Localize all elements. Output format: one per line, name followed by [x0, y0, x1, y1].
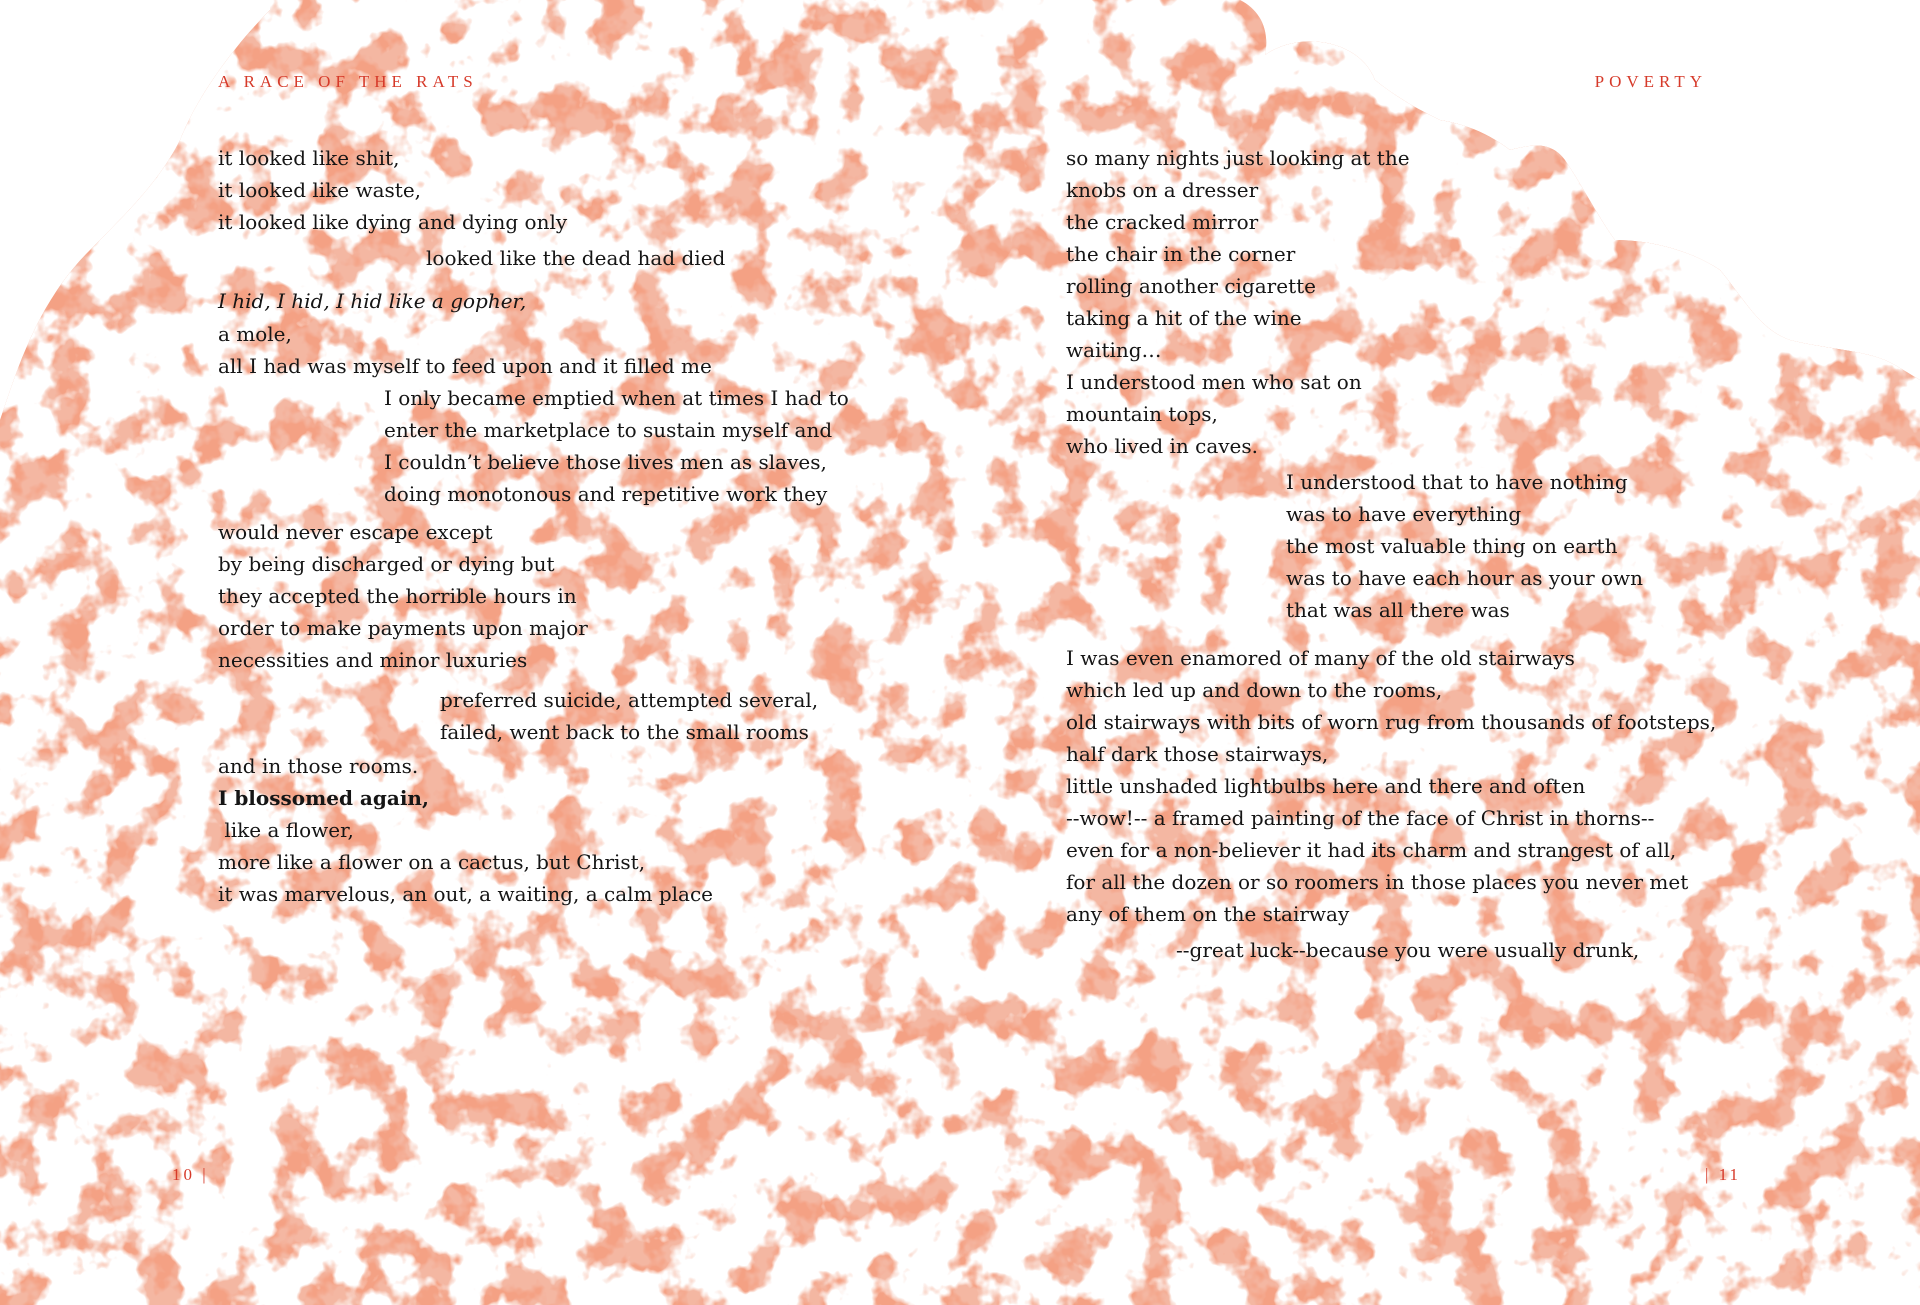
- poem-line: failed, went back to the small rooms: [440, 720, 809, 744]
- poem-line: the most valuable thing on earth: [1286, 534, 1618, 558]
- poem-line: so many nights just looking at the: [1066, 146, 1410, 170]
- poem-line: like a flower,: [218, 818, 354, 842]
- poem-line: it was marvelous, an out, a waiting, a calm place: [218, 882, 714, 906]
- poem-line: who lived in caves.: [1066, 434, 1259, 458]
- poem-line: was to have each hour as your own: [1286, 566, 1644, 590]
- poem-line: half dark those stairways,: [1066, 742, 1329, 766]
- poem-line: and in those rooms.: [218, 754, 419, 778]
- poem-line: I only became emptied when at times I had to: [384, 386, 849, 410]
- running-head-poem-title: POVERTY: [1594, 72, 1707, 91]
- poem-line: the chair in the corner: [1066, 242, 1296, 266]
- poem-line: waiting…: [1066, 338, 1162, 362]
- poem-line-italic: I hid, I hid, I hid like a gopher,: [218, 289, 527, 313]
- poem-line: would never escape except: [218, 520, 493, 544]
- poem-line: which led up and down to the rooms,: [1066, 678, 1443, 702]
- poem-line: I understood that to have nothing: [1286, 470, 1628, 494]
- poem-line: knobs on a dresser: [1066, 178, 1259, 202]
- poem-line: it looked like shit,: [218, 146, 400, 170]
- poem-line: rolling another cigarette: [1066, 274, 1316, 298]
- poem-line: old stairways with bits of worn rug from thousands of footsteps,: [1066, 710, 1717, 734]
- poem-line: the cracked mirror: [1066, 210, 1259, 234]
- poem-line: it looked like dying and dying only: [218, 210, 568, 234]
- poem-line: necessities and minor luxuries: [218, 648, 528, 672]
- poem-line: any of them on the stairway: [1066, 902, 1350, 926]
- poem-line: by being discharged or dying but: [218, 552, 555, 576]
- page-number-right: | 11: [1705, 1165, 1742, 1184]
- poem-line: I was even enamored of many of the old stairways: [1066, 646, 1575, 670]
- poem-line: was to have everything: [1286, 502, 1522, 526]
- poem-line: mountain tops,: [1066, 402, 1218, 426]
- poem-line: taking a hit of the wine: [1066, 306, 1302, 330]
- poem-line: preferred suicide, attempted several,: [440, 688, 819, 712]
- running-head-book-title: A RACE OF THE RATS: [218, 72, 478, 91]
- page-number-left: 10 |: [172, 1165, 209, 1184]
- poem-line: --great luck--because you were usually drunk,: [1176, 938, 1640, 962]
- poem-line: --wow!-- a framed painting of the face of Christ in thorns--: [1066, 806, 1655, 830]
- poem-line: I couldn’t believe those lives men as slaves,: [384, 450, 827, 474]
- poem-line-bold: I blossomed again,: [218, 786, 429, 810]
- poem-line: order to make payments upon major: [218, 616, 588, 640]
- poem-line: that was all there was: [1286, 598, 1510, 622]
- poem-line: doing monotonous and repetitive work they: [384, 482, 828, 506]
- poem-line: a mole,: [218, 322, 292, 346]
- poem-line: it looked like waste,: [218, 178, 422, 202]
- poem-line: all I had was myself to feed upon and it filled me: [218, 354, 712, 378]
- poem-line: they accepted the horrible hours in: [218, 584, 577, 608]
- poem-line: I understood men who sat on: [1066, 370, 1362, 394]
- poem-line: looked like the dead had died: [426, 246, 726, 270]
- poem-line: enter the marketplace to sustain myself and: [384, 418, 833, 442]
- poem-line: little unshaded lightbulbs here and there and often: [1066, 774, 1586, 798]
- poem-line: for all the dozen or so roomers in those places you never met: [1066, 870, 1689, 894]
- poem-line: more like a flower on a cactus, but Christ,: [218, 850, 646, 874]
- poem-line: even for a non-believer it had its charm and strangest of all,: [1066, 838, 1677, 862]
